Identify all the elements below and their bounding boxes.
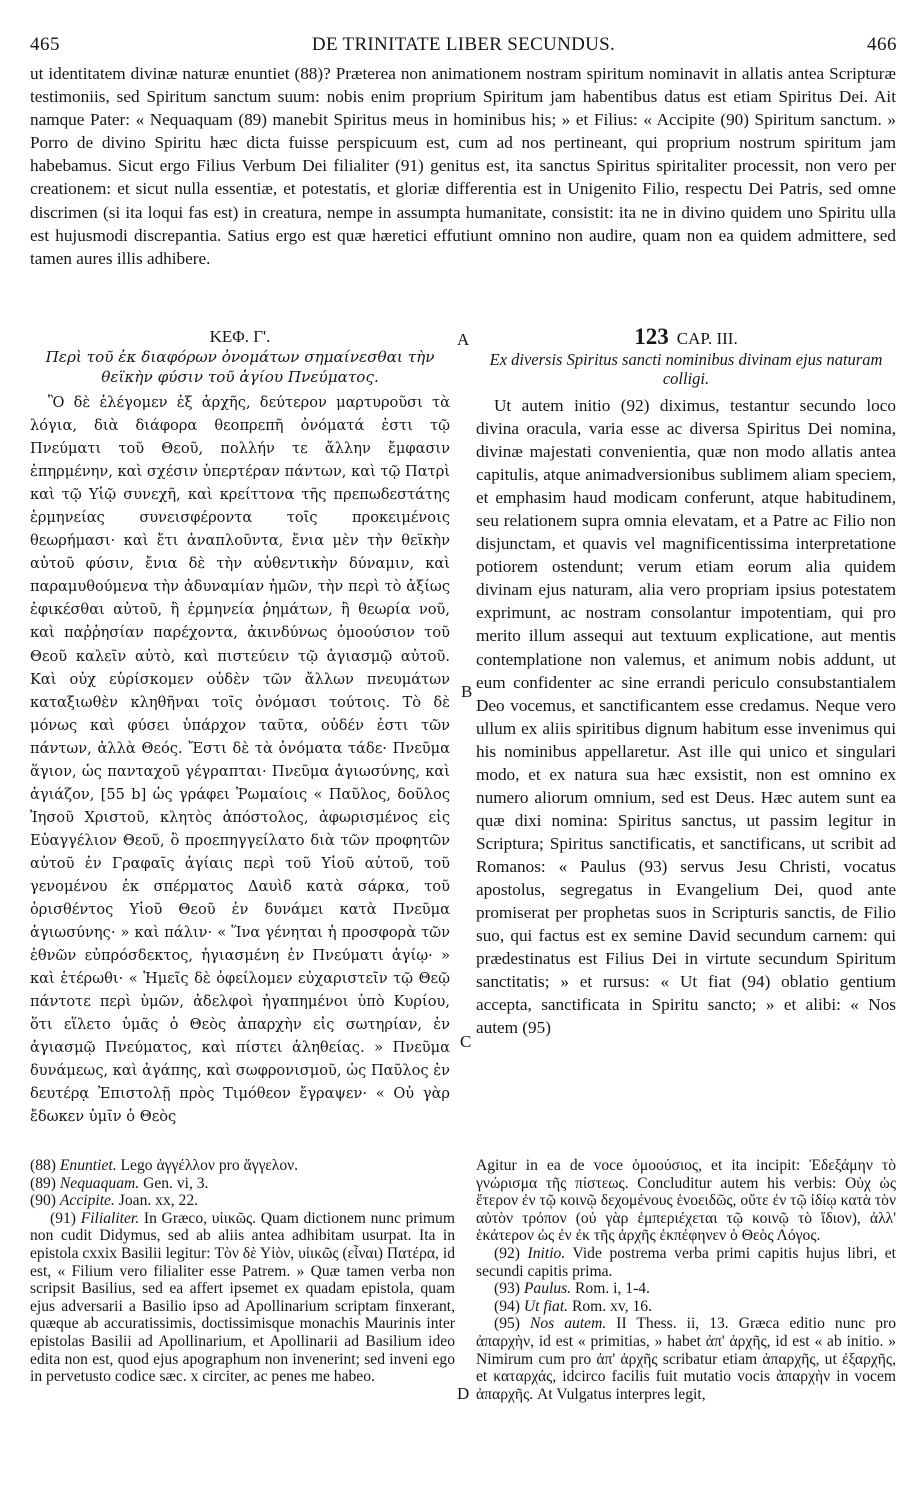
footnote-text: Joan. xx, 22. — [118, 1192, 199, 1210]
footnote-text: Rom. i, 1-4. — [575, 1280, 650, 1298]
intro-text: ut identitatem divinæ naturæ enuntiet (88)? Præterea non animationem nostram spiritum nominavit in allatis antea Scripturæ testimoniis, sed Spiritum sanctum suum: nobis enim proprium Spiritum jam habentibus datus est etiam Spiritus Dei. Ait namque Pater: « Nequaquam (89) manebit Spiritus meus in hominibus his; » et Filius: « Accipite (90) Spiritum sanctum. » Porro de divino Spiritu hæc dicta fuisse perspicuum est, cum ad nos pertineant, qui proprium nostrum spiritum jam habebamus. Sicut ergo Filius Verbum Dei filialiter (91) genitus est, ita sanctus Spiritus spiritaliter processit, non vero per creationem: et sicut nulla essentiæ, et potestatis, et gloriæ differentia est in Unigenito Filio, respectu Dei Patris, sed omne discrimen (si ita loqui fas est) in creatura, nempe in assumpta humanitate, consistit: ita ne in divino quidem uno Spiritu ulla est hujusmodi discrepantia. Satius ergo est quæ hæretici effutiunt omnino non audire, quam non ea quidem admittere, sed tamen aures illis adhibere. — [30, 64, 896, 268]
latin-chapter-heading — [476, 326, 896, 350]
intro-paragraph — [30, 62, 896, 270]
running-title: DE TRINITATE LIBER SECUNDUS. — [311, 34, 616, 55]
footnote-number: (90) — [30, 1192, 56, 1210]
footnote-key: Nos autem. — [529, 1315, 607, 1333]
footnote-number: (92) — [494, 1244, 520, 1262]
footnote — [30, 1175, 455, 1193]
footnote-text: Lego ἀγγέλλον pro ἄγγελον. — [120, 1157, 299, 1174]
footnote-key: Enuntiet. — [59, 1157, 117, 1174]
margin-letter-b: B — [461, 682, 473, 701]
footnote-text: Agitur in ea de voce ὁμοούσιος, et ita incipit: Ἐδεξάμην τὸ γνώρισμα τῆς πίστεως. Concluditur autem his verbis: Οὐχ ὡς ἕτερον ἐν τῷ κοινῷ δεχομένους ἑνοειδῶς, οὔτε ἐν τῷ ἰδίῳ κατὰ τὸν αὐτὸν τρόπον (οὐ γὰρ ἐμπεριέχεται τῷ κοινῷ τὸ ἴδιον), ἀλλ' ἑκάτερον ὡς ἐν ἐκ τῆς ἀρχῆς ἐκπέφηνεν ὁ Θεὸς Λόγος. — [476, 1157, 896, 1245]
footnote — [30, 1210, 455, 1386]
footnote-key: Initio. — [527, 1244, 566, 1262]
margin-letter-c: C — [460, 1032, 472, 1051]
footnote — [476, 1298, 896, 1316]
footnote — [476, 1245, 896, 1280]
footnotes-right — [476, 1157, 896, 1403]
footnote-continuation — [476, 1157, 896, 1245]
footnote — [476, 1280, 896, 1298]
latin-chapter-title: Ex diversis Spiritus sancti nominibus divinam ejus naturam colligi. — [489, 350, 883, 388]
footnote-number: (95) — [494, 1315, 520, 1333]
footnote-number: (89) — [30, 1174, 56, 1192]
page-number-left: 465 — [30, 34, 60, 55]
footnote-text: Rom. xv, 16. — [571, 1297, 652, 1315]
latin-body-text: Ut autem initio (92) diximus, testantur secundo loco divina oracula, varia esse ac diversa Spiritus Dei nomina, divinæ majestati convenientia, quæ non modo allatis antea capitulis, atque animadversionibus sublimem aliam speciem, et emphasim haud modicam conferunt, atque habitudinem, seu relationem supra omnia elevatam, et a Patre ac Filio non disjunctam, et quavis vel magnificentissima interpretatione potiorem ostendunt; verum etiam eorum alia quidem divinam ejus naturam, alia vero propriam ipsius potestatem exprimunt, ac nostram consolantur impotentiam, qui pro merito illum assequi aut textuum explicatione, aut mentis contemplatione non valemus, et animum nobis addunt, ut eum confidenter ac sine errandi periculo consubstantialem Deo vocemus, et sanctificantem esse credamus. Neque vero ullum ex aliis spiritibus dignum habitum esse invenimus qui his nominibus appellaretur. Ast ille qui unico et singulari modo, et ex natura sua hæc exsistit, non est omnino ex numero aliorum omnium, sed est Deus. Hæc autem sunt ea quæ dixi nomina: Spiritus sanctus, ut passim legitur in Scriptura; Spiritus sanctificatis, et sanctificans, ut scribit ad Romanos: « Paulus (93) servus Jesu Christi, vocatus apostolus, segregatus in Evangelium Dei, quod ante promiserat per prophetas suos in Scripturis sanctis, de Filio suo, qui factus est ex semine David secundum carnem: qui prædestinatus est Filius Dei in virtute secundum Spiritum sanctitatis; » et rursus: « Ut fiat (94) oblatio gentium accepta, sanctificata in Spiritu sancto; » et alibi: « Nos autem (95) — [476, 396, 896, 1038]
footnote-number: (94) — [494, 1297, 520, 1315]
greek-chapter-label: ΚΕΦ. Γ'. — [209, 327, 271, 346]
footnote-number: (91) — [50, 1209, 76, 1227]
footnote-key: Accipite. — [59, 1192, 115, 1210]
footnote-text: Gen. vi, 3. — [143, 1174, 209, 1192]
footnote-text: In Græco, υἱικῶς. Quam dictionem nunc primum non cudit Didymus, sed ab aliis antea adhibitam usurpat. Ita in epistola cxxix Basilii legitur: Τὸν δὲ Υἱὸν, υἱικῶς (εἶναι) Πατέρα, id est, « Filium vero filialiter esse Patrem. » Quæ tamen verba non scripsit Basilius, sed ea affert ipsemet ex quadam epistola, quam ejus adversarii a Basilio ipso ad Apollinarium scriptam finxerant, quæque ab accuratissimis, doctissimisque monachis Maurinis inter epistolas Basilii ad Apollinarium, et Apollinarii ad Basilium ideo edita non est, quod ejus apographum non invenerint; sed inveni ego in pervetusto codice sæc. x circiter, ac penes me habeo. — [30, 1209, 455, 1386]
footnote-key: Nequaquam. — [59, 1174, 140, 1192]
footnote-number: (88) — [30, 1157, 56, 1174]
greek-column — [30, 326, 450, 1129]
running-head — [30, 34, 897, 58]
footnote-text: II Thess. ii, 13. Græca editio nunc pro ἀπαρχὴν, id est « primitias, » habet ἀπ' ἀρχῆς, id est « ab initio. » Nimirum cum pro ἀπ' ἀρχῆς scribatur etiam ἀπαρχῆς, ut ἐξαρχῆς, et καταρχάς, idcirco facilis fuit mutatio vocis ἀπαρχὴν in vocem ἀπαρχῆς. At Vulgatus interpres legit, — [476, 1315, 896, 1403]
footnote — [30, 1157, 455, 1175]
latin-chapter-label: CAP. III. — [676, 329, 738, 348]
footnote-key: Ut fiat. — [523, 1297, 569, 1315]
footnotes-left — [30, 1157, 455, 1386]
greek-chapter-title: Περὶ τοῦ ἐκ διαφόρων ὀνομάτων σημαίνεσθαι τὴν θεϊκὴν φύσιν τοῦ ἁγίου Πνεύματος. — [45, 348, 435, 386]
page-number-right: 466 — [866, 34, 897, 55]
footnote — [30, 1192, 455, 1210]
margin-letter-d: D — [457, 1384, 470, 1403]
footnote-text: Vide postrema verba primi capitis hujus libri, et secundi capitis prima. — [476, 1244, 896, 1280]
footnote-key: Filialiter. — [80, 1209, 140, 1227]
footnote-key: Paulus. — [523, 1280, 572, 1298]
footnote-number: (93) — [494, 1280, 520, 1298]
chapter-number: 123 — [634, 324, 669, 349]
margin-letter-a: A — [457, 330, 470, 349]
footnote — [476, 1315, 896, 1403]
latin-column — [476, 326, 896, 1039]
greek-body-text: Ὃ δὲ ἐλέγομεν ἐξ ἀρχῆς, δεύτερον μαρτυροῦσι τὰ λόγια, διὰ διάφορα θεοπρεπῆ ὀνόματά ἐστι τῷ Πνεύματι τοῦ Θεοῦ, πολλήν τε ἄλλην ἔμφασιν ἐπηρμένην, καὶ σχέσιν ὑπερτέραν πάντων, καὶ τῷ Πατρὶ καὶ τῷ Υἱῷ συνεχῆ, καὶ κρείττονα τῆς πρεπωδεστάτης ἑρμηνείας συνεισφέροντα τοῖς προκειμένοις θεωρήμασι· καὶ ἔτι ἀναπλοῦντα, ἔνια μὲν τὴν θεϊκὴν αὐτοῦ φύσιν, ἔνια δὲ τὴν αὐθεντικὴν δύναμιν, καὶ παραμυθούμενα τὴν ἀδυναμίαν ἡμῶν, τὴν περὶ τὸ ἀξίως ἐφικέσθαι αὐτοῦ, ἢ ἑρμηνεία ῥημάτων, ἢ θεωρία νοῦ, καὶ παῤῥησίαν παρέχοντα, ἀκινδύνως ὁμοούσιον τοῦ Θεοῦ καλεῖν αὐτὸ, καὶ πιστεύειν τῷ ἁγιασμῷ αὐτοῦ. Καὶ οὐχ εὑρίσκομεν οὐδὲν τῶν ἄλλων πνευμάτων καταξιωθὲν κληθῆναι τοῖς ὀνόμασι τούτοις. Τὸ δὲ μόνως καὶ φύσει ὑπάρχον ταῦτα, οὐδέν ἐστι τῶν πάντων, ἀλλὰ Θεός. Ἔστι δὲ τὰ ὀνόματα τάδε· Πνεῦμα ἅγιον, ὡς πανταχοῦ γέγραπται· Πνεῦμα ἁγιωσύνης, καὶ ἁγιάζον, [55 b] ὡς γράφει Ῥωμαίοις « Παῦλος, δοῦλος Ἰησοῦ Χριστοῦ, κλητὸς ἀπόστολος, ἀφωρισμένος εἰς Εὐαγγέλιον Θεοῦ, ὃ προεπηγγείλατο διὰ τῶν προφητῶν αὐτοῦ ἐν Γραφαῖς ἁγίαις περὶ τοῦ Υἱοῦ αὐτοῦ, τοῦ γενομένου ἐκ σπέρματος Δαυὶδ κατὰ σάρκα, τοῦ ὁρισθέντος Υἱοῦ Θεοῦ ἐν δυνάμει κατὰ Πνεῦμα ἁγιωσύνης· » καὶ πάλιν· « Ἵνα γένηται ἡ προσφορὰ τῶν ἐθνῶν εὐπρόσδεκτος, ἡγιασμένη ἐν Πνεύματι ἁγίῳ· » καὶ ἑτέρωθι· « Ἡμεῖς δὲ ὀφείλομεν εὐχαριστεῖν τῷ Θεῷ πάντοτε περὶ ὑμῶν, ἀδελφοὶ ἠγαπημένοι ὑπὸ Κυρίου, ὅτι εἵλετο ὑμᾶς ὁ Θεὸς ἀπαρχὴν εἰς σωτηρίαν, ἐν ἁγιασμῷ Πνεύματος, καὶ πίστει ἀληθείας. » Πνεῦμα δυνάμεως, καὶ ἀγάπης, καὶ σωφρονισμοῦ, ὡς Παῦλος ἐν δευτέρᾳ Ἐπιστολῇ πρὸς Τιμόθεον ἔγραψεν· « Οὐ γὰρ ἔδωκεν ὑμῖν ὁ Θεὸς — [30, 394, 450, 1126]
